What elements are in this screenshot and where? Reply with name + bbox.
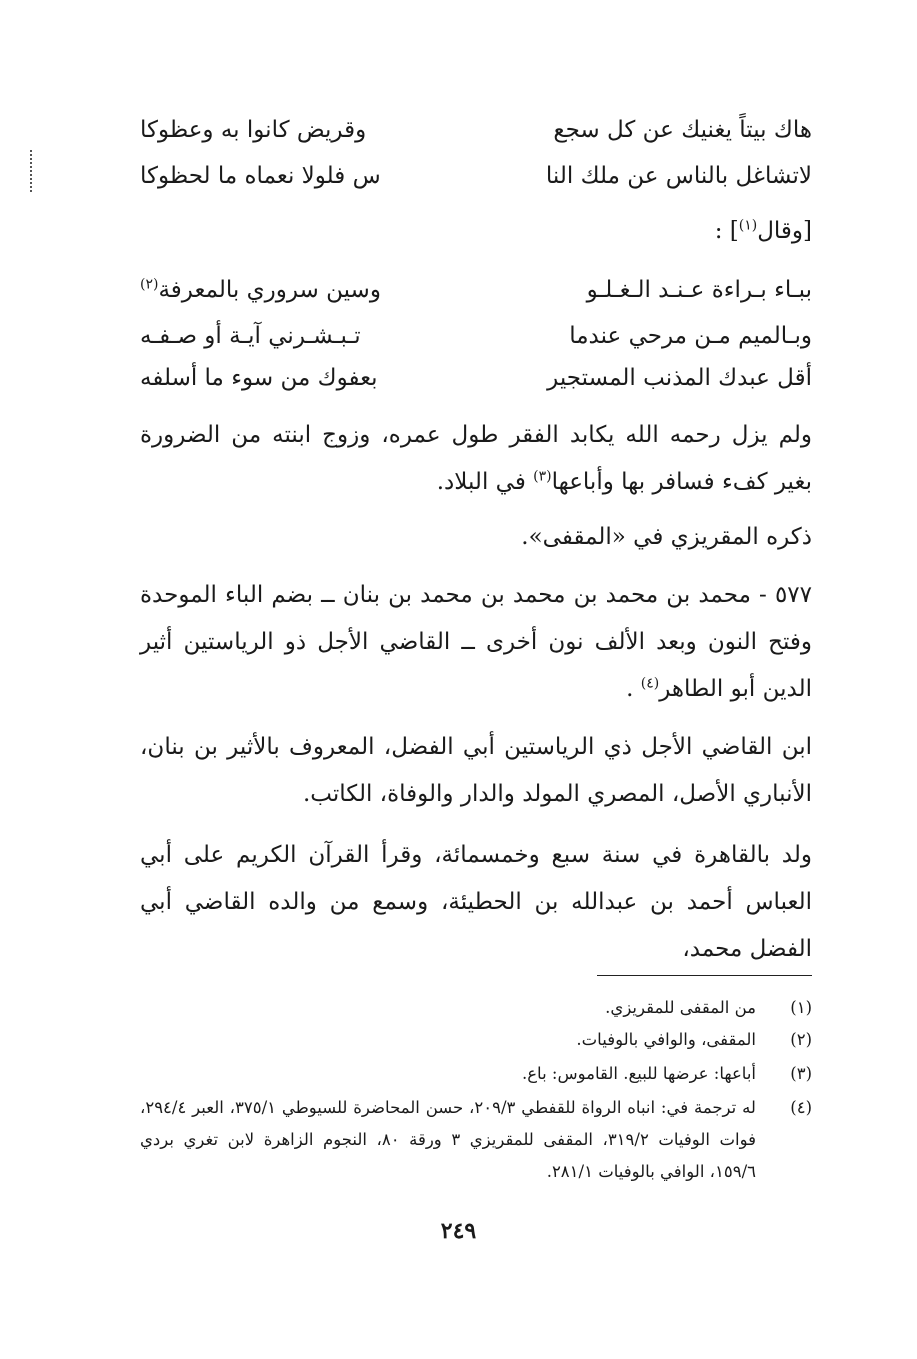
verse-second-text: وسين سروري بالمعرفة	[158, 277, 381, 303]
footnote-item	[140, 992, 812, 1024]
footnote-number: (٣)	[790, 1064, 812, 1083]
footnote-item	[140, 1092, 812, 1188]
footnote-ref: (٣)	[533, 468, 552, 485]
maqrizi-line: ذكره المقريزي في «المقفى».	[521, 524, 812, 550]
entry-heading	[140, 572, 812, 713]
verse-first-hemistich: أقل عبدك المذنب المستجير	[547, 365, 812, 391]
paragraph-lineage: ابن القاضي الأجل ذي الرياستين أبي الفضل، المعروف بالأثير بن بنان، الأنباري الأصل، المصري المولد والدار والوفاة، الكاتب.	[140, 734, 812, 807]
footnote-number: (٤)	[790, 1098, 812, 1117]
paragraph-text: ولم يزل رحمه الله يكابد الفقر طول عمره، وزوج ابنته من الضرورة بغير كفء فسافر بها وأباعها	[140, 422, 812, 495]
footnote-text: أباعها: عرضها للبيع. القاموس: باع.	[521, 1064, 756, 1083]
paragraph-birth: ولد بالقاهرة في سنة سبع وخمسمائة، وقرأ القرآن الكريم على أبي العباس أحمد بن عبدالله بن الحطيئة، وسمع من والده القاضي أبي الفضل محمد،	[140, 842, 812, 962]
paragraph-after: في البلاد.	[436, 469, 534, 495]
wa-qala-text: [وقال	[757, 218, 812, 244]
paragraph-poverty	[140, 412, 812, 506]
verse-first-hemistich: وبـالميم مـن مرحي عندما	[569, 323, 812, 349]
footnote-number: (١)	[790, 998, 812, 1017]
footnote-ref: (٤)	[640, 675, 660, 692]
footnote-item	[140, 1058, 812, 1090]
verse-second-hemistich: تـبـشـرني آيـة أو صـفـه	[140, 323, 361, 349]
verse-second-hemistich: بعفوك من سوء ما أسلفه	[140, 365, 378, 391]
verse-line	[140, 267, 812, 313]
verse-second-hemistich: وقريض كانوا به وعظوكا	[140, 117, 367, 143]
margin-mark	[30, 150, 34, 192]
footnote-ref: (٢)	[140, 276, 159, 293]
verse-first-hemistich: هاك بيتاً يغنيك عن كل سجع	[553, 117, 812, 143]
verse-line	[140, 153, 812, 199]
verse-second-hemistich: س فلولا نعماه ما لحظوكا	[140, 163, 381, 189]
footnote-divider	[597, 975, 812, 976]
verse-line	[140, 355, 812, 401]
wa-qala-after: ] :	[714, 218, 739, 244]
verse-second-hemistich	[140, 267, 470, 313]
page-number: ٢٤٩	[440, 1218, 477, 1244]
entry-text: ٥٧٧ - محمد بن محمد بن محمد بن محمد بن بنان ــ بضم الباء الموحدة وفتح النون وبعد الألف نون أخرى ــ القاضي الأجل ذو الرياستين أثير الدين أبو الطاهر	[140, 582, 812, 702]
footnote-text: له ترجمة في: انباه الرواة للقفطي ٢٠٩/٣، حسن المحاضرة للسيوطي ٣٧٥/١، العبر ٢٩٤/٤، فوات الوفيات ٣١٩/٢، المقفى للمقريزي ٣ ورقة ٨٠، النجوم الزاهرة لابن تغري بردي ١٥٩/٦، الوافي بالوفيات ٢٨١/١.	[140, 1098, 756, 1181]
footnote-number: (٢)	[790, 1030, 812, 1049]
footnote-text: المقفى، والوافي بالوفيات.	[576, 1030, 756, 1049]
footnote-text: من المقفى للمقريزي.	[605, 998, 756, 1017]
verse-line	[140, 313, 812, 359]
footnote-ref: (١)	[738, 217, 758, 234]
footnote-item	[140, 1024, 812, 1056]
wa-qala-line	[140, 208, 812, 254]
verse-line	[140, 107, 812, 153]
verse-first-hemistich: ببـاء بـراءة عـنـد الـغـلـو	[586, 277, 812, 303]
verse-first-hemistich: لاتشاغل بالناس عن ملك النا	[545, 163, 812, 189]
entry-after: .	[626, 676, 641, 702]
